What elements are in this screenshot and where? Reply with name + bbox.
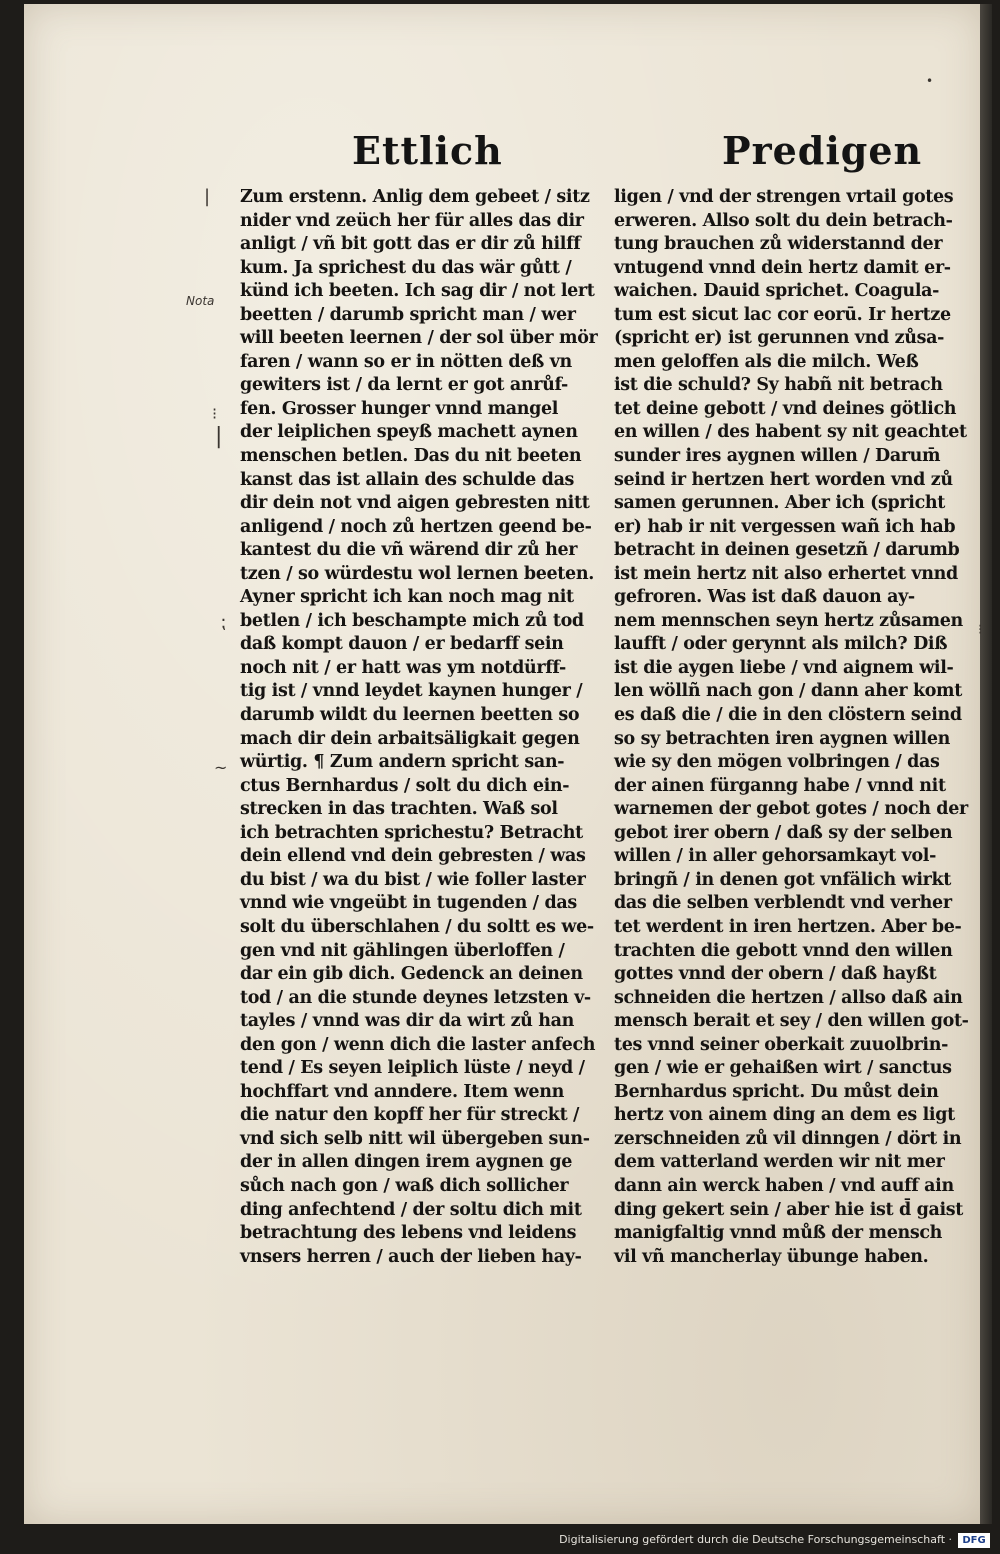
margin-stroke: ~: [214, 758, 228, 777]
margin-note: Nota: [186, 294, 215, 308]
text-line: den gon / wenn dich die laster anfech: [240, 1034, 596, 1055]
text-line: samen gerunnen. Aber ich (spricht: [614, 493, 945, 514]
text-line: künd ich beeten. Ich sag dir / not lert: [240, 281, 595, 302]
text-column-left: [240, 186, 600, 1269]
running-head-left: Ettlich: [352, 128, 503, 173]
text-line: dann ain werck haben / vnd auff ain: [614, 1175, 954, 1196]
text-line: tet werdent in iren hertzen. Aber be-: [614, 916, 962, 937]
text-line: betlen / ich beschampte mich zů tod: [240, 610, 584, 631]
text-line: ist mein hertz nit also erhertet vnnd: [614, 563, 958, 584]
margin-stroke: •: [926, 74, 934, 88]
text-line: ist die aygen liebe / vnd aignem wil-: [614, 657, 954, 678]
text-line: schneiden die hertzen / allso daß ain: [614, 987, 963, 1008]
text-line: so sy betrachten iren aygnen willen: [614, 728, 951, 749]
funding-credit: Digitalisierung gefördert durch die Deutsche Forschungsgemeinschaft ·: [559, 1533, 952, 1546]
text-line: men geloffen als die milch. Weß: [614, 351, 919, 372]
text-line: du bist / wa du bist / wie foller laster: [240, 869, 586, 890]
text-line: manigfaltig vnnd můß der mensch: [614, 1223, 943, 1244]
text-line: sůch nach gon / waß dich sollicher: [240, 1175, 569, 1196]
text-line: ding anfechtend / der soltu dich mit: [240, 1199, 582, 1220]
text-line: Bernhardus spricht. Du můst dein: [614, 1081, 939, 1102]
text-line: vnsers herren / auch der lieben hay-: [240, 1246, 582, 1267]
text-line: (spricht er) ist gerunnen vnd zůsa-: [614, 328, 944, 349]
text-line: kantest du die vñ wärend dir zů her: [240, 540, 578, 561]
text-line: strecken in das trachten. Waß sol: [240, 799, 558, 820]
text-line: er) hab ir nit vergessen wañ ich hab: [614, 516, 956, 537]
text-line: warnemen der gebot gotes / noch der: [614, 799, 968, 820]
text-line: ding gekert sein / aber hie ist d̄ gaist: [614, 1199, 964, 1220]
text-line: noch nit / er hatt was ym notdürff-: [240, 657, 566, 678]
text-line: vnd sich selb nitt wil übergeben sun-: [240, 1128, 590, 1149]
text-line: dir dein not vnd aigen gebresten nitt: [240, 493, 590, 514]
text-line: sunder ires aygnen willen / Darum̄: [614, 446, 941, 467]
text-line: tet deine gebott / vnd deines götlich: [614, 398, 957, 419]
text-line: Zum erstenn. Anlig dem gebeet / sitz: [240, 187, 590, 207]
text-line: en willen / des habent sy nit geachtet: [614, 422, 967, 443]
text-line: ist die schuld? Sy habñ nit betrach: [614, 375, 943, 396]
footer-bar: [0, 1530, 1000, 1554]
text-line: gewiters ist / da lernt er got anrůf-: [240, 375, 568, 396]
text-line: gen vnd nit gählingen überloffen /: [240, 940, 565, 961]
text-line: len wöllñ nach gon / dann aher komt: [614, 681, 962, 702]
margin-stroke: |: [215, 424, 223, 449]
text-line: anligend / noch zů hertzen geend be-: [240, 516, 592, 537]
text-line: der in allen dingen irem aygnen ge: [240, 1152, 573, 1173]
margin-stroke: |: [204, 186, 211, 207]
text-line: gen / wie er gehaißen wirt / sanctus: [614, 1058, 952, 1079]
text-line: dem vatterland werden wir nit mer: [614, 1152, 945, 1173]
dfg-logo: DFG: [958, 1533, 990, 1548]
text-line: faren / wann so er in nötten deß vn: [240, 351, 572, 372]
text-line: Ayner spricht ich kan noch mag nit: [240, 587, 574, 608]
text-line: gebot irer obern / daß sy der selben: [614, 822, 953, 843]
text-line: hertz von ainem ding an dem es ligt: [614, 1105, 955, 1126]
running-head-right: Predigen: [722, 128, 923, 173]
text-line: menschen betlen. Das du nit beeten: [240, 446, 582, 467]
text-line: mach dir dein arbaitsäligkait gegen: [240, 728, 580, 749]
text-line: beetten / darumb spricht man / wer: [240, 304, 576, 325]
text-line: ctus Bernhardus / solt du dich ein-: [240, 775, 570, 796]
text-line: tum est sicut lac cor eorū. Ir hertze: [614, 304, 951, 325]
text-line: seind ir hertzen hert worden vnd zů: [614, 469, 953, 490]
text-line: vnnd wie vngeübt in tugenden / das: [240, 893, 577, 914]
text-line: laufft / oder gerynnt als milch? Diß: [614, 634, 948, 655]
text-line: gefroren. Was ist daß dauon ay-: [614, 587, 915, 608]
text-line: es daß die / die in den clöstern seind: [614, 705, 962, 726]
text-line: kum. Ja sprichest du das wär gůtt /: [240, 257, 572, 278]
text-line: nem mennschen seyn hertz zůsamen: [614, 610, 963, 631]
text-line: mensch berait et sey / den willen got-: [614, 1011, 969, 1032]
text-line: tzen / so würdestu wol lernen beeten.: [240, 563, 594, 584]
text-line: solt du überschlahen / du soltt es we-: [240, 916, 594, 937]
text-line: anligt / vñ bit gott das er dir zů hilff: [240, 234, 581, 255]
text-line: vil vñ mancherlay übunge haben.: [614, 1246, 929, 1267]
text-line: daß kompt dauon / er bedarff sein: [240, 634, 564, 655]
text-line: ich betrachten sprichestu? Betracht: [240, 822, 583, 843]
text-line: tod / an die stunde deynes letzsten v-: [240, 987, 591, 1008]
text-line: wie sy den mögen volbringen / das: [614, 752, 940, 773]
text-line: darumb wildt du leernen beetten so: [240, 705, 580, 726]
text-line: der ainen fürganng habe / vnnd nit: [614, 775, 946, 796]
text-line: betracht in deinen gesetzñ / darumb: [614, 540, 960, 561]
text-line: will beeten leernen / der sol über mör: [240, 328, 598, 349]
text-line: tayles / vnnd was dir da wirt zů han: [240, 1011, 575, 1032]
text-line: dein ellend vnd dein gebresten / was: [240, 846, 586, 867]
text-line: betrachtung des lebens vnd leidens: [240, 1223, 577, 1244]
text-line: trachten die gebott vnnd den willen: [614, 940, 953, 961]
margin-stroke: ⁏: [220, 612, 227, 633]
text-line: zerschneiden zů vil dinngen / dört in: [614, 1128, 962, 1149]
text-line: willen / in aller gehorsamkayt vol-: [614, 846, 936, 867]
text-line: kanst das ist allain des schulde das: [240, 469, 575, 490]
text-line: tes vnnd seiner oberkait zuuolbrin-: [614, 1034, 949, 1055]
margin-stroke: ⁝: [978, 622, 983, 638]
page-edge: [980, 4, 992, 1524]
text-line: ligen / vnd der strengen vrtail gotes: [614, 187, 954, 207]
text-line: die natur den kopff her für streckt /: [240, 1105, 580, 1126]
text-line: waichen. Dauid sprichet. Coagula-: [614, 281, 940, 302]
text-line: fen. Grosser hunger vnnd mangel: [240, 398, 559, 419]
text-line: bringñ / in denen got vnfälich wirkt: [614, 869, 952, 890]
text-line: gottes vnnd der obern / daß hayßt: [614, 964, 937, 985]
margin-stroke: ⁝: [212, 404, 218, 423]
text-line: vntugend vnnd dein hertz damit er-: [614, 257, 951, 278]
text-line: hochffart vnd anndere. Item wenn: [240, 1081, 564, 1102]
text-line: das die selben verblendt vnd verher: [614, 893, 952, 914]
text-line: tend / Es seyen leiplich lüste / neyd /: [240, 1058, 585, 1079]
text-line: erweren. Allso solt du dein betrach-: [614, 210, 953, 231]
text-line: nider vnd zeüch her für alles das dir: [240, 210, 584, 231]
text-column-right: [614, 186, 969, 1269]
text-line: dar ein gib dich. Gedenck an deinen: [240, 964, 583, 985]
text-line: tig ist / vnnd leydet kaynen hunger /: [240, 681, 583, 702]
text-line: der leiplichen speyß machett aynen: [240, 422, 578, 443]
text-line: würtig. ¶ Zum andern spricht san-: [240, 752, 565, 773]
text-line: tung brauchen zů widerstannd der: [614, 234, 943, 255]
